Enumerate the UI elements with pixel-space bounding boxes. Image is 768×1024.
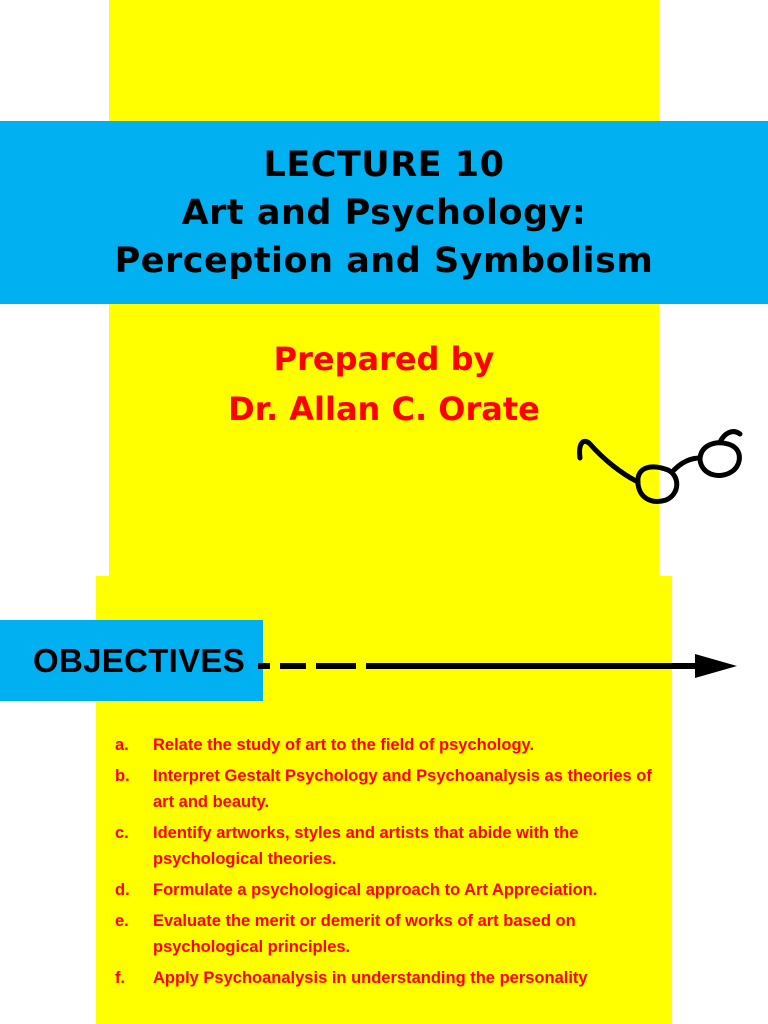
objective-text: Interpret Gestalt Psychology and Psychoanalysis as theories of art and beauty. bbox=[153, 767, 652, 811]
objectives-heading: OBJECTIVES bbox=[33, 641, 246, 679]
lecture-number: LECTURE 10 bbox=[263, 144, 505, 185]
objective-letter: a. bbox=[115, 736, 129, 754]
objective-text: Evaluate the merit or demerit of works of art based on psychological principles. bbox=[153, 912, 576, 956]
lecture-title-line-2: Perception and Symbolism bbox=[114, 240, 654, 281]
objective-item-f bbox=[115, 965, 655, 991]
objective-text: Identify artworks, styles and artists that abide with the psychological theories. bbox=[153, 824, 579, 868]
objective-text: Relate the study of art to the field of psychology. bbox=[153, 736, 535, 754]
objectives-list bbox=[115, 732, 655, 996]
objective-letter: c. bbox=[115, 824, 129, 842]
objective-text: Formulate a psychological approach to Art Appreciation. bbox=[153, 881, 598, 899]
objective-letter: e. bbox=[115, 912, 129, 930]
eyeglasses-icon bbox=[572, 404, 748, 514]
author-name: Dr. Allan C. Orate bbox=[228, 390, 540, 428]
objective-letter: f. bbox=[115, 969, 126, 987]
objective-text: Apply Psychoanalysis in understanding the personality bbox=[153, 969, 588, 987]
title-banner bbox=[0, 121, 768, 304]
objective-item-d bbox=[115, 877, 655, 903]
objective-letter: d. bbox=[115, 881, 130, 899]
lecture-title-line-1: Art and Psychology: bbox=[181, 192, 587, 233]
objective-item-e bbox=[115, 908, 655, 960]
objective-item-b bbox=[115, 763, 655, 815]
objective-item-c bbox=[115, 820, 655, 872]
prepared-by-label: Prepared by bbox=[273, 340, 495, 378]
objectives-heading-box bbox=[0, 620, 263, 701]
objective-item-a bbox=[115, 732, 655, 758]
objective-letter: b. bbox=[115, 767, 130, 785]
dashed-arrow-icon bbox=[255, 648, 745, 684]
